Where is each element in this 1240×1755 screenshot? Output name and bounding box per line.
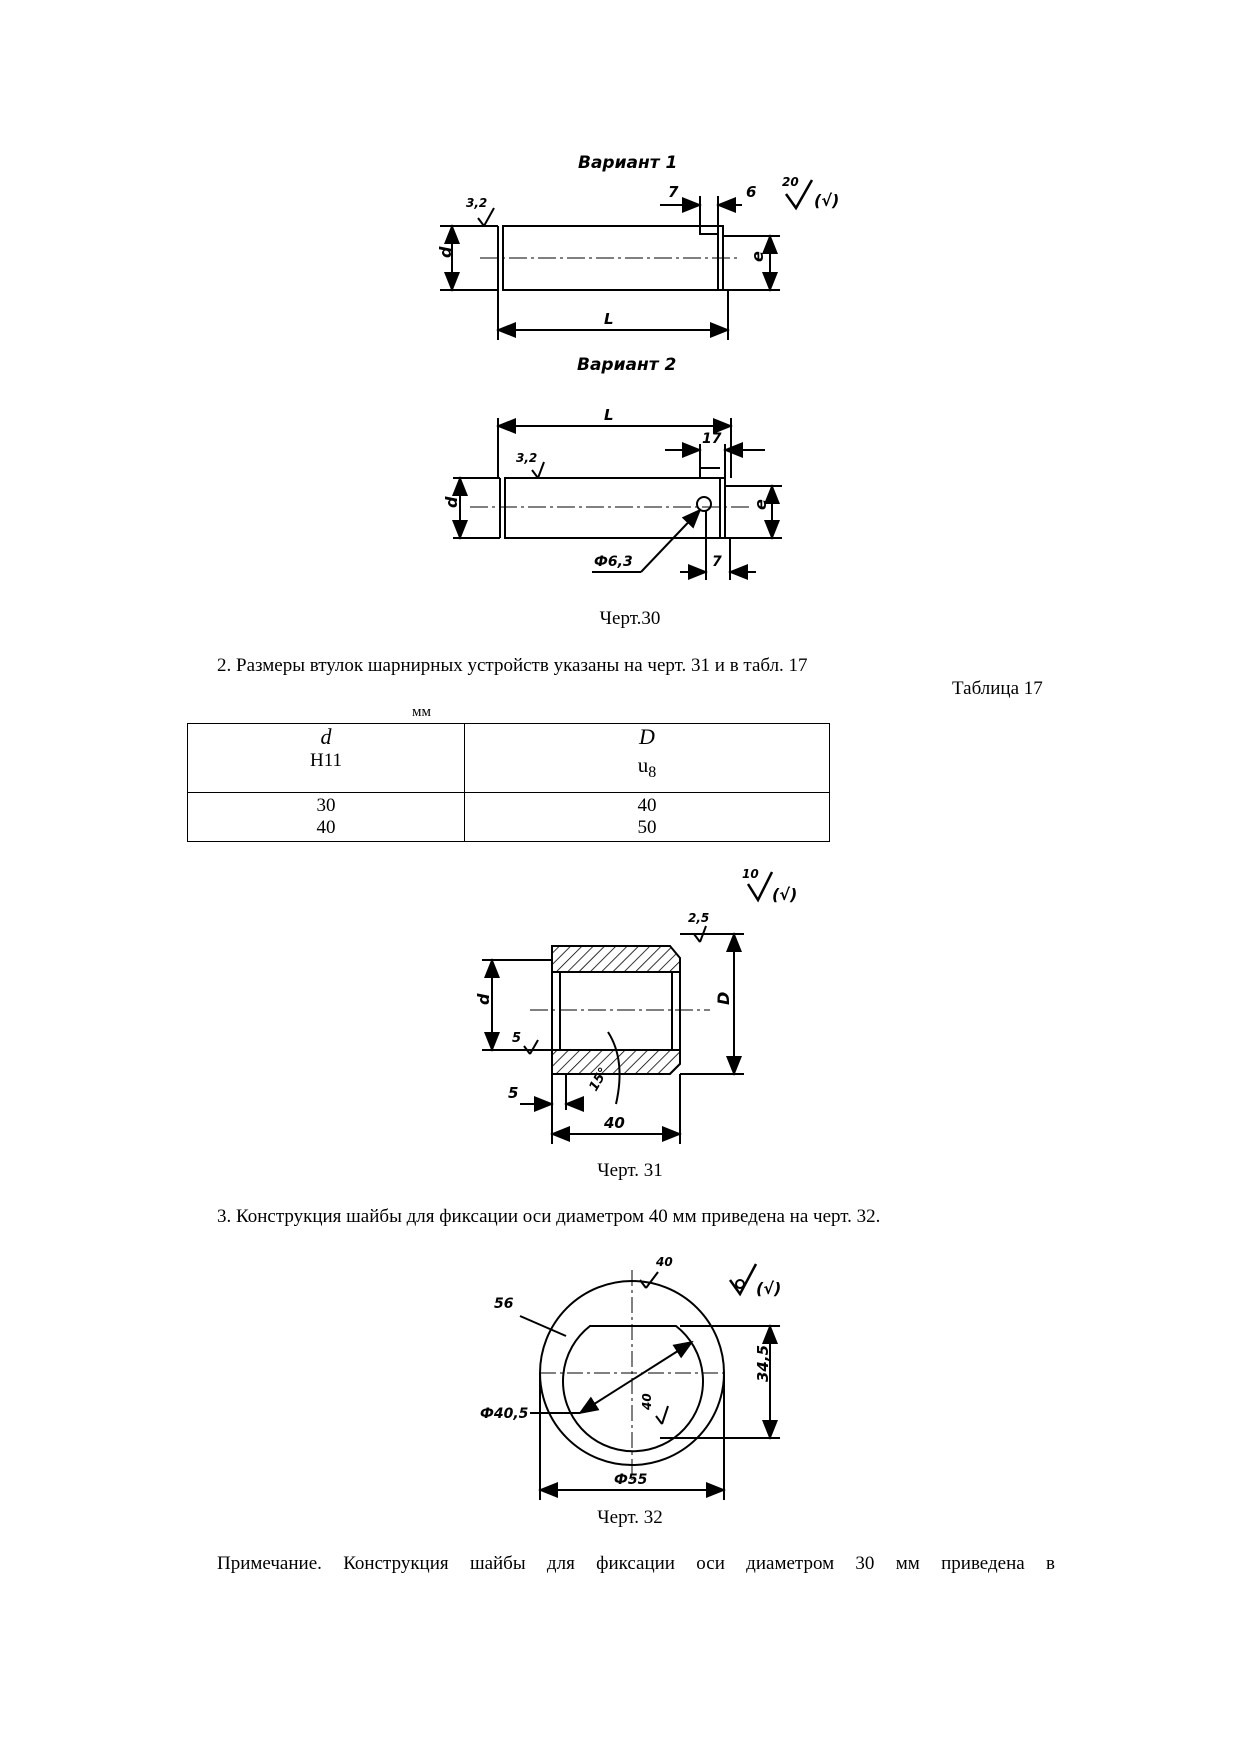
table-17-units: мм (412, 704, 431, 720)
drawing-figure-31 (0, 860, 1240, 1160)
svg-text:d: d (442, 496, 461, 508)
table-header-row (188, 724, 830, 793)
svg-text:(√): (√) (814, 191, 840, 210)
table-17 (187, 723, 830, 842)
header-D: D $u_8$ (465, 724, 830, 793)
roughness-symbol-general-v1 (782, 175, 839, 210)
drawing-figure-32 (0, 1250, 1240, 1510)
caption-figure-31: Черт. 31 (597, 1160, 663, 1181)
svg-text:e: e (748, 251, 767, 262)
variant-1-label: Вариант 1 (578, 153, 678, 173)
svg-text:L: L (604, 406, 614, 424)
roughness-symbol-32 (730, 1264, 781, 1298)
paragraph-2: 2. Размеры втулок шарнирных устройств указаны на черт. 31 и в табл. 17 (217, 655, 808, 676)
svg-text:15°: 15° (586, 1065, 612, 1094)
svg-text:2,5: 2,5 (688, 911, 710, 925)
svg-text:6: 6 (746, 183, 757, 201)
cell-d-values: 30 40 (188, 793, 465, 842)
svg-text:(√): (√) (772, 885, 798, 904)
svg-text:40: 40 (604, 1114, 625, 1132)
svg-text:(√): (√) (756, 1279, 782, 1298)
svg-text:d: d (474, 993, 493, 1005)
svg-text:7: 7 (712, 554, 722, 570)
svg-text:Ф55: Ф55 (614, 1472, 648, 1488)
svg-text:L: L (604, 310, 614, 328)
table-17-title: Таблица 17 (952, 678, 1043, 699)
cell-D-values: 40 50 (465, 793, 830, 842)
svg-text:Ф40,5: Ф40,5 (480, 1406, 529, 1422)
roughness-symbol-general-31 (742, 867, 797, 904)
caption-figure-32: Черт. 32 (597, 1507, 663, 1528)
svg-text:20: 20 (782, 175, 799, 189)
drawing-figure-30 (0, 0, 1240, 620)
svg-text:e: e (751, 499, 770, 510)
svg-text:40: 40 (656, 1255, 673, 1269)
header-d: d H11 (188, 724, 465, 793)
variant-2-label: Вариант 2 (577, 355, 677, 375)
svg-text:Ф6,3: Ф6,3 (594, 554, 633, 570)
svg-text:5: 5 (512, 1031, 522, 1046)
svg-text:3,2: 3,2 (466, 196, 488, 210)
table-row (188, 793, 830, 842)
svg-text:10: 10 (742, 867, 759, 881)
svg-text:5: 5 (508, 1084, 519, 1102)
note-paragraph: Примечание. Конструкция шайбы для фиксации оси диаметром 30 мм приведена в (217, 1553, 1055, 1574)
svg-text:34,5: 34,5 (754, 1344, 772, 1382)
svg-text:17: 17 (702, 431, 722, 447)
svg-text:D: D (714, 991, 733, 1005)
svg-text:d: d (436, 246, 455, 258)
svg-text:3,2: 3,2 (516, 451, 538, 465)
caption-figure-30: Черт.30 (599, 608, 661, 629)
svg-text:56: 56 (494, 1296, 514, 1312)
svg-text:7: 7 (668, 183, 679, 201)
paragraph-3: 3. Конструкция шайбы для фиксации оси диаметром 40 мм приведена на черт. 32. (217, 1206, 881, 1227)
svg-text:40: 40 (640, 1393, 654, 1410)
